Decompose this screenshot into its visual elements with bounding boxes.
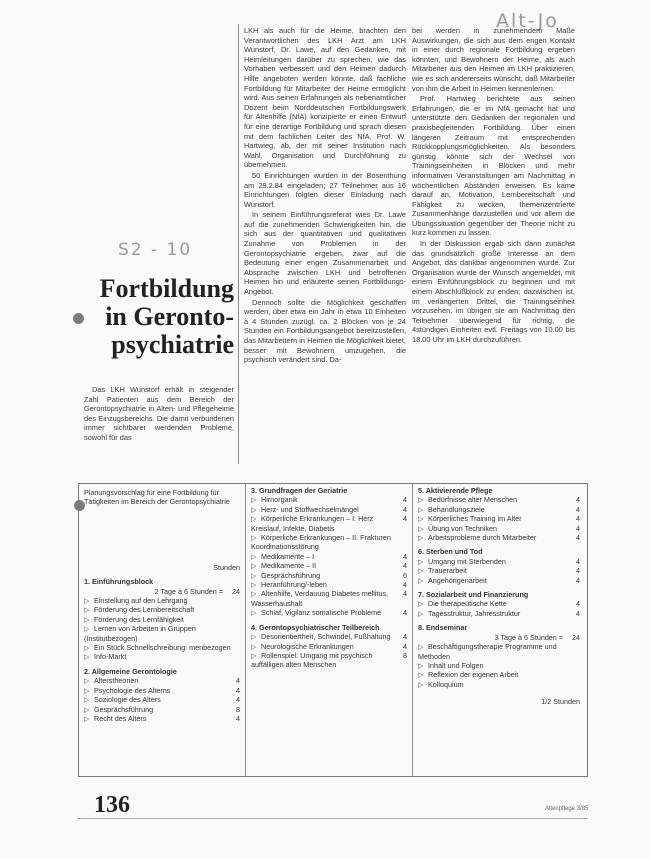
list-item: ▷ Förderung des Lernbereitschaft	[84, 605, 195, 615]
footer-source: Altenpflege 3/85	[545, 806, 589, 812]
paragraph: Das LKH Wunstorf erhält in steigender Zahl Patienten aus dem Bereich der Gerontopsychiatrie in Alten- und Pflegeheime des Einzugsbereichs. Die damit verbundenen immer sichtbarer werdenden Probleme, sowohl für das	[84, 385, 234, 442]
list-item: ▷ Arbeitsprobleme durch Mitarbeiter 4	[418, 533, 580, 543]
list-item: ▷ Angehörigenarbeit 4	[418, 575, 580, 585]
section-note: 3 Tage à 6 Stunden = 24	[494, 632, 580, 642]
list-item: ▷ Behandlungsziele 4	[418, 504, 580, 514]
title-line: in Geronto-	[105, 302, 234, 331]
list-item: ▷ Rollenspiel: Umgang mit psychisch auffälligen alten Menschen 8	[251, 650, 407, 670]
list-item: ▷ Medikamente – I 4	[251, 551, 407, 561]
paragraph: Prof. Hartwieg berichtete aus seinen Erfahrungen, die er im NfA gemacht hat und unterstützte den Gedanken der regionalen und praxisbegleitenden Fortbildung. Über einen längeren Zeitraum mit entsprechenden Rückkopplungsmöglichkeiten. Als besonders günstig könnte sich der Wechsel von Trainingseinheiten in Blöcken und mehr informativen Veranstaltungen am Nachmittag in wöchentlichen Abständen erweisen. Es kame darauf an, Motivation, Lernbereitschaft und Fähigkeit zu wecken, themenzentrierte Zusammenhänge darzustellen und vor allem die Übungssituation gegenüber der Theorie nicht zu kurz kommen zu lassen.	[412, 94, 575, 238]
section-title: 4. Gerontopsychiatrischer Teilbereich	[251, 622, 380, 632]
section-title: 5. Aktivierende Pflege	[418, 486, 493, 495]
list-item: ▷ Soziologie des Alters 4	[84, 695, 240, 705]
box-column-2	[251, 486, 407, 670]
section-title: 2. Allgemeine Gerontologie	[84, 666, 177, 676]
column-rule	[238, 24, 239, 464]
paragraph: bei werden in zunehmendem Maße Auswirkungen, die sich aus dem engen Kontakt in einer durch regionale Fortbildung ergeben könnten, und Bewohnern der Heime, als auch Mitarbeiter aus den Heimen im LKH praktizieren, wie es sich andererseits wünscht, daß Mitarbeiter von ihm die Arbeit in Heimen kennenlernen.	[412, 26, 575, 93]
list-item: ▷ Bedürfnisse alter Menschen 4	[418, 495, 580, 505]
punch-hole	[73, 313, 84, 324]
list-item: ▷ Die therapeutische Kette 4	[418, 599, 580, 609]
section-title: 1. Einführungsblock	[84, 577, 154, 587]
page-number: 136	[94, 792, 130, 818]
title-line: Fortbildung	[99, 274, 234, 303]
paragraph: LKH als auch für die Heime, brachten den Verantwortlichen des LKH Arzt am LKH Wunstorf, Dr. Lawe, auf den Gedanken, mit Heimleitungen darüber zu sprechen, wie das Vorhaben verbessert und den Heimen dadurch Hilfe angeboten werden könnte, daß fachliche Fortbildung für Mitarbeiter der Heime ermöglicht wird. Aus seinen Erfahrungen als nebenamtlicher Dozent beim Norddeutschen Fortbildungswerk für Altenhilfe (NfA) konzipierte er einen Entwurf für eine derartige Fortbildung und sprach diesen mit dem fachlichen Leiter des NfA, Prof. W. Hartwieg, ab, der mit seiner Institution nach Wahl, Organisation und Durchführung zu übernehmen.	[244, 26, 406, 170]
list-item: ▷ Schlaf, Vigilanz somatische Probleme 4	[251, 608, 407, 618]
list-item: ▷ Gesprächsführung 6	[251, 570, 407, 580]
footer-rule	[78, 818, 588, 819]
list-item: ▷ Ein Stück Schnellschreibung: menbezogen	[84, 643, 231, 653]
list-item: ▷ Kolloquium	[418, 679, 464, 689]
list-item: ▷ Beschäftigungstherapie Programme und Methoden	[418, 642, 557, 661]
box-heading: Planungsvorschlag für eine Fortbildung für Tätigkeiten im Bereich der Gerontopsychiatrie	[84, 488, 230, 507]
list-item: ▷ Gesprächsführung 8	[84, 704, 240, 714]
paragraph: In seinem Einführungsreferat wies Dr. Lawe auf die zunehmenden Schwierigkeiten hin, die sich aus der quantitativen und qualitativen Zunahme von Problemen in der Gerontopsychiatrie ergeben, zwar auf die Bedeutung einer engen Zusammenarbeit und Absprache zwischen LKH und betroffenen Heimen hin und erläuterte seinen Fortbildungs-Angebot.	[244, 210, 406, 297]
section-note: 2 Tage à 6 Stunden = 24	[154, 586, 240, 596]
list-item: ▷ Trauerarbeit 4	[418, 566, 580, 576]
list-item: ▷ Info-Markt	[84, 652, 127, 662]
intro-paragraph	[84, 385, 234, 444]
list-item: ▷ Lernen von Arbeiten in Gruppen (Institutbezogen)	[84, 624, 196, 643]
section-title: 8. Endseminar	[418, 623, 468, 633]
list-item: ▷ Körperliches Training im Alter 4	[418, 514, 580, 524]
list-item: ▷ Recht des Alters 4	[84, 713, 240, 723]
list-item: ▷ Desorientiertheit, Schwindel, Fußhaltung 4	[251, 632, 407, 642]
list-item: ▷ Hirnorganik 4	[251, 495, 407, 505]
list-item: ▷ Einstellung auf den Lehrgang	[84, 596, 188, 606]
paragraph: In der Diskussion ergab sich dann zunächst das grundsätzlich große Interesse an dem Angebot, das dankbar angenommen wurde. Zur Organisation wurde der Wunsch angemeldet, mit einem Einführungsblock zu beginnen und mit einem Abschlußblock zu enden; dazwischen ist, im verlängerten Drittel, die Trainingseinheit vorzusehen, im übrigen sie am Nachmittag den Teilnehmer überwiegend für richtig, die 4stündigen Einheiten evtl. Freitags von 10.00 bis 18.00 Uhr im LKH durchzuführen.	[412, 239, 575, 344]
text-column-2	[244, 26, 406, 366]
list-item: ▷ Altenhilfe, Verdauung Diabetes mellitus, Wasserhaushalt 4	[251, 589, 407, 608]
list-item: ▷ Körperliche Erkrankungen – I. Herz Kreislauf, Infekte, Diabetis 4	[251, 514, 407, 533]
title-line: psychiatrie	[111, 330, 234, 359]
hours-label: Stunden	[213, 562, 240, 572]
list-item: ▷ Inhalt und Folgen	[418, 660, 484, 670]
column-rule	[412, 484, 413, 776]
box-column-3	[418, 486, 580, 707]
list-item: ▷ Umgang mit Sterbenden 4	[418, 556, 580, 566]
section-title: 3. Grundfragen der Geriatrie	[251, 486, 348, 495]
list-item: ▷ Alterstheorien 4	[84, 676, 240, 686]
hours-label: 1/2 Stunden	[541, 697, 580, 707]
list-item: ▷ Heranführung/-leben 4	[251, 580, 407, 590]
column-rule	[245, 484, 246, 776]
paragraph: 50 Einrichtungen wurden in der Bosenthung am 29.2.84 eingeladen; 27 Teilnehmer aus 16 Einrichtungen folgten dieser Einladung nach Wunstorf.	[244, 170, 406, 209]
list-item: ▷ Medikamente – II 4	[251, 561, 407, 571]
section-title: 6. Sterben und Tod	[418, 547, 483, 557]
list-item: ▷ Psychologie des Alterns 4	[84, 685, 240, 695]
list-item: ▷ Körperliche Erkrankungen – II. Frakturen Koordinationsstörung	[251, 533, 391, 552]
handwritten-note: S2 - 10	[118, 240, 193, 260]
box-column-1	[84, 488, 240, 723]
schedule-box	[78, 483, 588, 777]
list-item: ▷ Herz- und Stoffwechselmängel 4	[251, 504, 407, 514]
article-title	[84, 275, 234, 359]
list-item: ▷ Reflexion der eigenen Arbeit	[418, 670, 519, 680]
list-item: ▷ Übung von Techniken 4	[418, 523, 580, 533]
paragraph: Dennoch sollte die Möglichkeit geschaffen werden, über etwa ein Jahr in etwa 10 Einheiten à 4 Stunden zuzügl. ca. 2 Blöcken von je 24 Stunden ein Fortbildungsangebot bereitzustellen, das Mitarbeitern in Heimen die Möglichkeit bietet, besser mit Bewohnern umzugehen, die psychisch verändert sind. Da-	[244, 297, 406, 365]
text-column-3	[412, 26, 575, 346]
list-item: ▷ Tagesstruktur, Jahresstruktur 4	[418, 608, 580, 618]
list-item: ▷ Neurologische Erkrankungen 4	[251, 641, 407, 651]
list-item: ▷ Förderung des Lernfähigkeit	[84, 614, 184, 624]
handwritten-note: Alt-Jo	[496, 10, 559, 32]
section-title: 7. Sozialarbeit und Finanzierung	[418, 590, 529, 600]
